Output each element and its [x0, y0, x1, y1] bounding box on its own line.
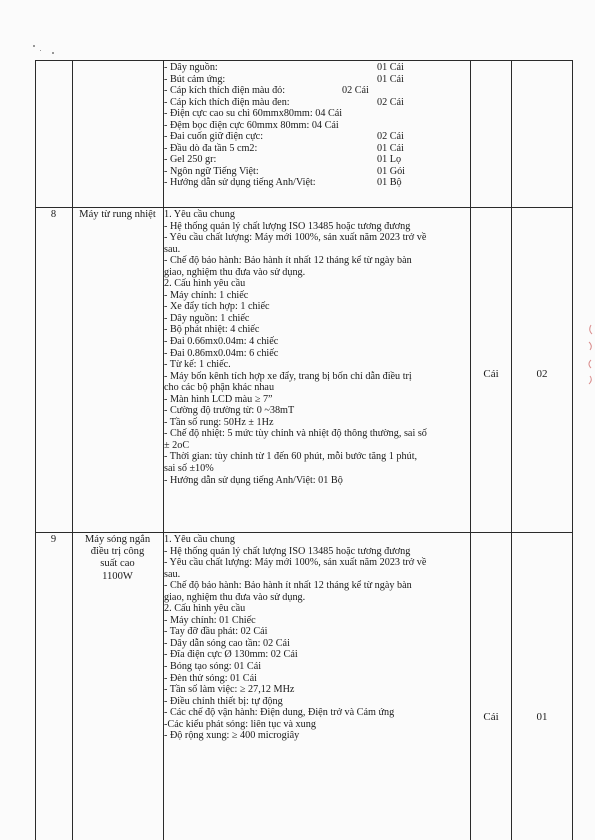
spec-line: - Cường độ trường từ: 0 ~38mT — [164, 405, 295, 417]
spec-line: - Yêu cầu chất lượng: Máy mới 100%, sản xuất năm 2023 trở về — [164, 232, 427, 244]
spec-line — [164, 120, 470, 132]
unit-cell: Cái — [483, 711, 499, 723]
spec-line-text: - Điện cực cao su chì 60mmx80mm: 04 Cái — [164, 108, 343, 120]
spec-line: - Đai 0.86mx0.04m: 6 chiếc — [164, 347, 279, 359]
spec-line-text: - Cáp kích thích điện màu đỏ: — [164, 85, 286, 97]
spec-line: - Chế độ nhiệt: 5 mức tùy chỉnh và nhiệt độ thông thường, sai số — [164, 428, 427, 440]
spec-line: - Dây dẫn sóng cao tần: 02 Cái — [164, 637, 290, 649]
spec-line: - Chế độ bảo hành: Bảo hành ít nhất 12 tháng kể từ ngày bàn — [164, 255, 412, 267]
spec-line: - Hệ thống quản lý chất lượng ISO 13485 hoặc tương đương — [164, 545, 411, 557]
item-name-line: Máy sóng ngắn — [84, 534, 151, 545]
spec-line-text: - Cáp kích thích điện màu đen: — [164, 96, 290, 108]
equipment-table — [35, 60, 572, 840]
spec-line-qty: 01 Cái — [377, 142, 404, 154]
table-row-9 — [35, 533, 572, 833]
spec-line — [164, 143, 470, 155]
spec-line — [164, 74, 470, 86]
spec-line-text: - Đai cuốn giữ điện cực: — [164, 131, 264, 143]
spec-line: sau. — [164, 568, 181, 580]
spec-line: giao, nghiệm thu đưa vào sử dụng. — [164, 591, 306, 603]
spec-line-qty: 01 Bộ — [377, 177, 402, 189]
stamp-edge-mark — [585, 320, 595, 390]
spec-line — [164, 177, 470, 189]
spec-line: - Đèn thử sóng: 01 Cái — [164, 672, 257, 684]
table-border-right — [572, 60, 573, 840]
spec-line: - Thời gian: tùy chỉnh từ 1 đến 60 phút, mỗi bước tăng 1 phút, — [164, 451, 418, 463]
spec-line — [164, 85, 470, 97]
spec-line — [164, 62, 470, 74]
spec-line: - Màn hình LCD màu ≥ 7” — [164, 393, 273, 405]
spec-line: giao, nghiệm thu đưa vào sử dụng. — [164, 266, 306, 278]
unit-cell: Cái — [483, 368, 499, 380]
scan-speck — [33, 45, 35, 47]
spec-line-qty: 02 Cái — [377, 96, 404, 108]
spec-cell — [164, 534, 470, 742]
table-border-top — [35, 60, 572, 61]
spec-line: - Bóng tạo sóng: 01 Cái — [164, 661, 262, 673]
spec-line-text: - Ngôn ngữ Tiếng Việt: — [164, 165, 259, 177]
spec-line: -Các kiểu phát sóng: liên tục và xung — [164, 718, 316, 730]
spec-line: - Đĩa điện cực Ø 130mm: 02 Cái — [164, 649, 298, 661]
spec-line-qty: 01 Gói — [377, 165, 406, 177]
spec-line-text: - Đệm bọc điện cực 60mmx 80mm: 04 Cái — [164, 119, 339, 131]
spec-line: - Từ kế: 1 chiếc. — [164, 359, 231, 371]
row-number: 9 — [50, 534, 57, 545]
spec-line: sai số ±10% — [164, 463, 214, 475]
spec-line: ± 2oC — [164, 439, 190, 451]
spec-line: - Tần số làm việc: ≥ 27,12 MHz — [164, 684, 295, 696]
item-name-line: điều trị công — [90, 546, 145, 558]
spec-line: 1. Yêu cầu chung — [164, 534, 235, 545]
quantity-cell: 02 — [536, 368, 548, 380]
spec-line: - Xe đẩy tích hợp: 1 chiếc — [164, 301, 270, 313]
spec-line: - Tần số rung: 50Hz ± 1Hz — [164, 416, 274, 428]
quantity-cell: 01 — [536, 711, 548, 723]
spec-line: 2. Cấu hình yêu cầu — [164, 278, 246, 290]
spec-line-qty: 02 Cái — [342, 85, 369, 97]
spec-line-qty: 01 Lọ — [377, 154, 402, 166]
spec-line — [164, 97, 470, 109]
spec-line: 1. Yêu cầu chung — [164, 209, 235, 220]
spec-line-text: - Hướng dẫn sử dụng tiếng Anh/Việt: — [164, 177, 316, 189]
spec-line: - Máy chính: 1 chiếc — [164, 289, 249, 301]
spec-line-qty: 01 Cái — [377, 62, 404, 73]
scan-speck — [52, 52, 54, 54]
table-row-8 — [35, 208, 572, 532]
spec-line — [164, 154, 470, 166]
spec-line-text: - Dây nguồn: — [164, 62, 218, 73]
spec-line — [164, 166, 470, 178]
spec-line: - Các chế độ vận hành: Điện dung, Điện trở và Cảm ứng — [164, 707, 395, 719]
spec-line: - Chế độ bảo hành: Bảo hành ít nhất 12 tháng kể từ ngày bàn — [164, 580, 412, 592]
spec-line — [164, 131, 470, 143]
spec-line: - Máy bốn kênh tích hợp xe đẩy, trang bị bốn chỉ dẫn điều trị — [164, 370, 412, 382]
item-name-line: suất cao — [100, 558, 135, 570]
spec-line: 2. Cấu hình yêu cầu — [164, 603, 246, 615]
spec-line — [164, 108, 470, 120]
spec-line: - Hệ thống quản lý chất lượng ISO 13485 hoặc tương đương — [164, 220, 411, 232]
spec-line-text: - Gel 250 gr: — [164, 154, 217, 166]
item-name-line: 1100W — [102, 570, 133, 582]
item-name: Máy từ rung nhiệt — [79, 209, 156, 220]
spec-line: - Yêu cầu chất lượng: Máy mới 100%, sản xuất năm 2023 trở về — [164, 557, 427, 569]
spec-line-qty: 01 Cái — [377, 73, 404, 85]
spec-line: - Hướng dẫn sử dụng tiếng Anh/Việt: 01 Bộ — [164, 474, 343, 486]
spec-line: - Đai 0.66mx0.04m: 4 chiếc — [164, 336, 279, 348]
spec-line-text: - Bút cảm ứng: — [164, 73, 226, 85]
spec-line: sau. — [164, 243, 181, 255]
spec-cell — [164, 62, 470, 189]
spec-line: - Độ rộng xung: ≥ 400 microgiây — [164, 730, 300, 742]
scan-speck — [40, 50, 41, 51]
spec-line-text: - Đầu dò đa tần 5 cm2: — [164, 142, 258, 154]
spec-line: - Bộ phát nhiệt: 4 chiếc — [164, 324, 260, 336]
spec-line: - Dây nguồn: 1 chiếc — [164, 312, 250, 324]
item-name — [73, 534, 162, 583]
row-number: 8 — [50, 209, 57, 220]
spec-line: - Máy chính: 01 Chiếc — [164, 614, 256, 626]
spec-line-qty: 02 Cái — [377, 131, 404, 143]
spec-line: - Điều chỉnh thiết bị: tự động — [164, 695, 283, 707]
spec-cell — [164, 209, 470, 486]
spec-line: cho các bộ phận khác nhau — [164, 382, 275, 394]
spec-line: - Tay đỡ đầu phát: 02 Cái — [164, 626, 268, 638]
